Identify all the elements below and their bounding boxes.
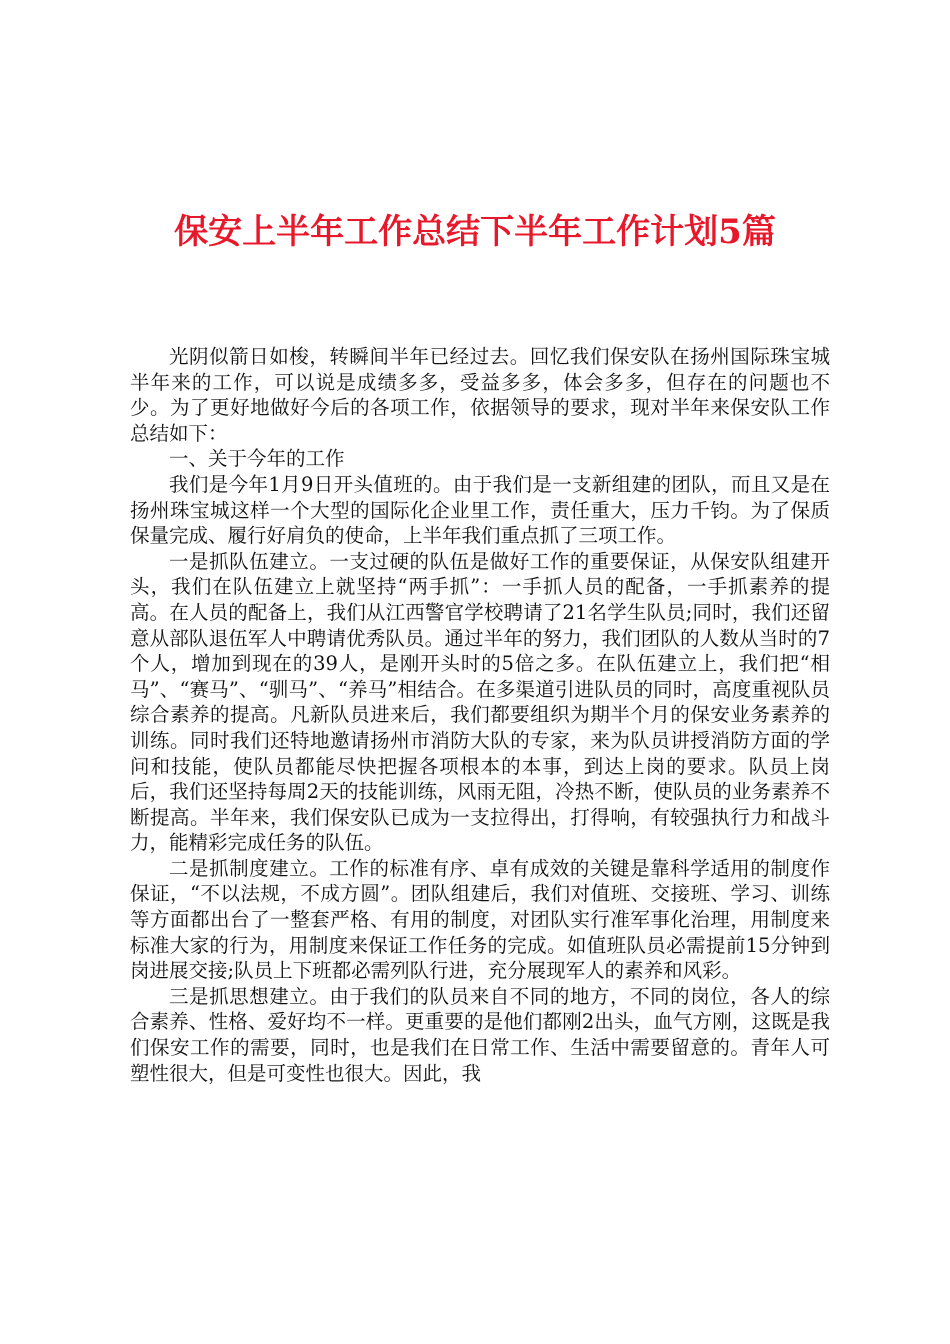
paragraph-team-building: 一是抓队伍建立。一支过硬的队伍是做好工作的重要保证，从保安队组建开头，我们在队伍建立上就坚持“两手抓”：一手抓人员的配备，一手抓素养的提高。在人员的配备上，我们从江西警官学校聘请了21名学生队员;同时，我们还留意从部队退伍军人中聘请优秀队员。通过半年的努力，我们团队的人数从当时的7个人，增加到现在的39人，是刚开头时的5倍之多。在队伍建立上，我们把“相马”、“赛马”、“驯马”、“养马”相结合。在多渠道引进队员的同时，高度重视队员综合素养的提高。凡新队员进来后，我们都要组织为期半个月的保安业务素养的训练。同时我们还特地邀请扬州市消防大队的专家，来为队员讲授消防方面的学问和技能，使队员都能尽快把握各项根本的本事，到达上岗的要求。队员上岗后，我们还坚持每周2天的技能训练，风雨无阻，冷热不断，使队员的业务素养不断提高。半年来，我们保安队已成为一支拉得出，打得响，有较强执行力和战斗力，能精彩完成任务的队伍。: [130, 549, 830, 855]
document-body: [130, 344, 830, 1086]
section-heading-1: 一、关于今年的工作: [169, 447, 345, 471]
paragraph-system-building: 二是抓制度建立。工作的标准有序、卓有成效的关键是靠科学适用的制度作保证，“不以法规，不成方圆”。团队组建后，我们对值班、交接班、学习、训练等方面都出台了一整套严格、有用的制度，对团队实行准军事化治理，用制度来标准大家的行为，用制度来保证工作任务的完成。如值班队员必需提前15分钟到岗进展交接;队员上下班都必需列队行进，充分展现军人的素养和风彩。: [130, 856, 830, 983]
document-title: 保安上半年工作总结下半年工作计划5篇: [174, 212, 776, 252]
paragraph-thought-building: 三是抓思想建立。由于我们的队员来自不同的地方，不同的岗位，各人的综合素养、性格、爱好均不一样。更重要的是他们都刚2出头，血气方刚，这既是我们保安工作的需要，同时，也是我们在日常工作、生活中需要留意的。青年人可塑性很大，但是可变性也很大。因此，我: [130, 984, 830, 1085]
paragraph-start-date: 我们是今年1月9日开头值班的。由于我们是一支新组建的团队，而且又是在扬州珠宝城这样一个大型的国际化企业里工作，责任重大，压力千钧。为了保质保量完成、履行好肩负的使命，上半年我们重点抓了三项工作。: [130, 472, 830, 548]
paragraph-intro: 光阴似箭日如梭，转瞬间半年已经过去。回忆我们保安队在扬州国际珠宝城半年来的工作，可以说是成绩多多，受益多多，体会多多，但存在的问题也不少。为了更好地做好今后的各项工作，依据领导的要求，现对半年来保安队工作总结如下：: [130, 345, 830, 445]
